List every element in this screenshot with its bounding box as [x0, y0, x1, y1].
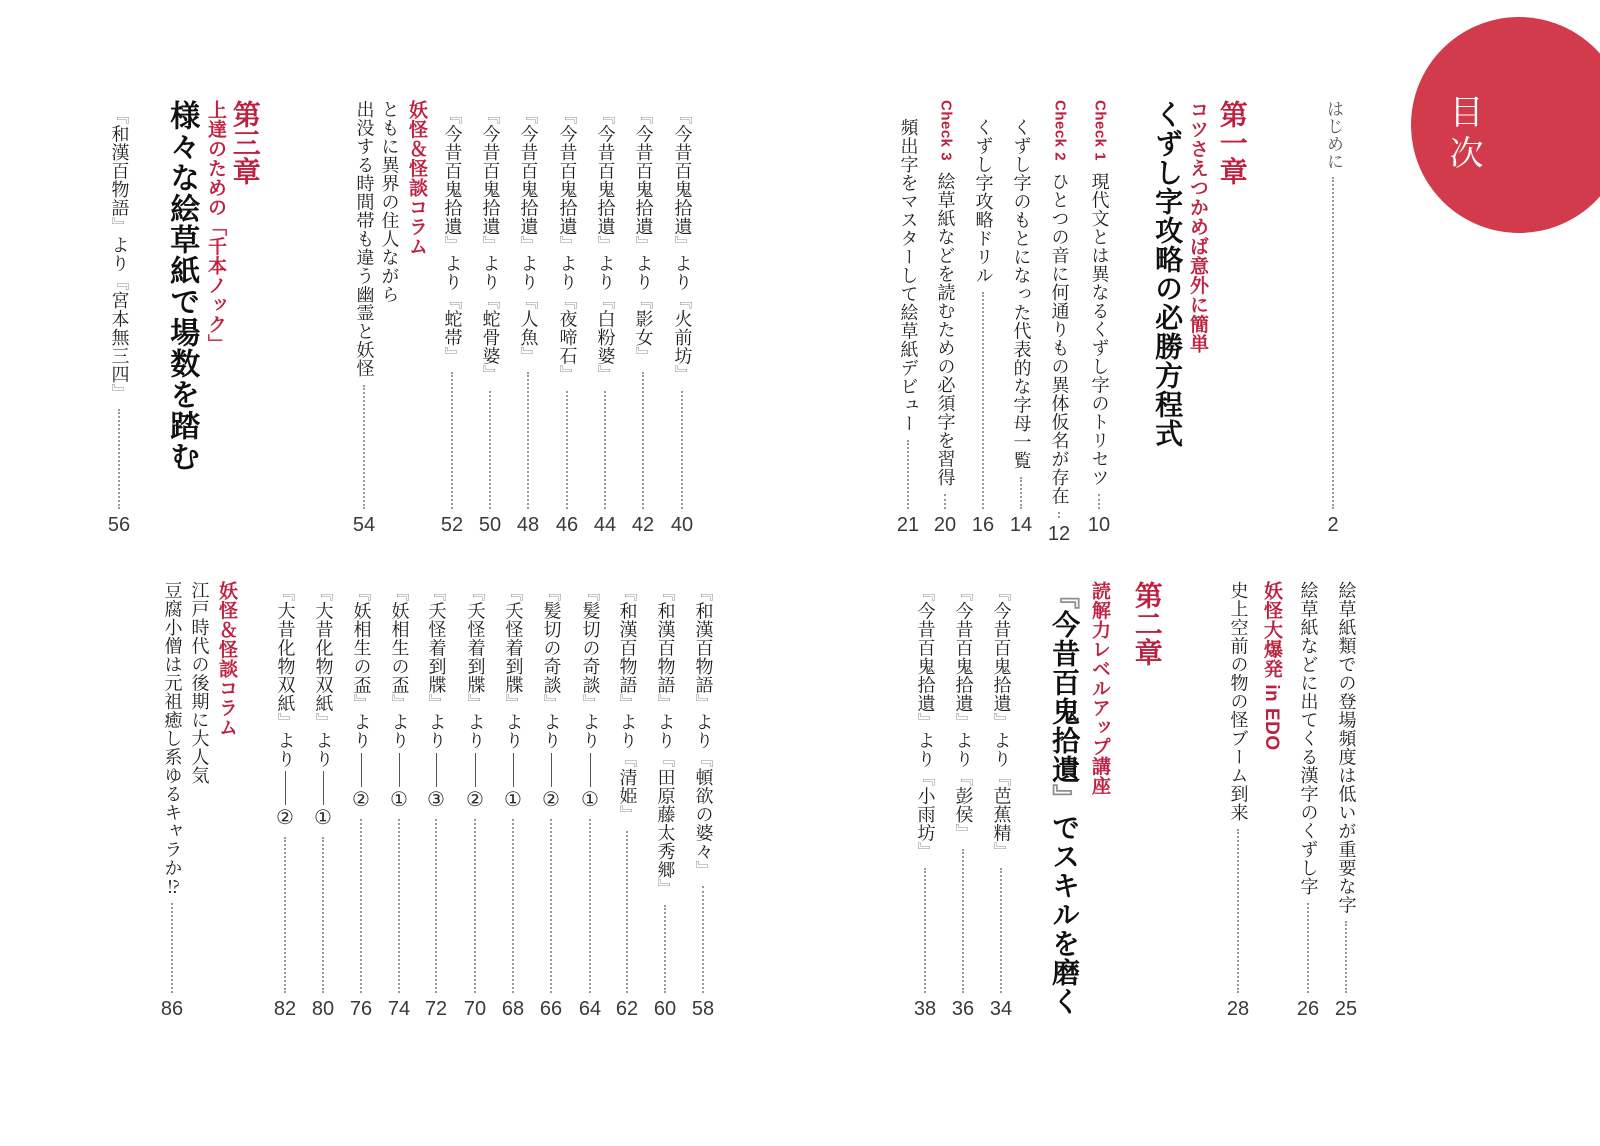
toc-entry-p48: [513, 106, 543, 537]
number-rule: [361, 753, 362, 787]
page-number: 46: [555, 514, 579, 536]
dotted-leader: [284, 837, 286, 993]
toc-entry-p38: [910, 583, 940, 1021]
toc-entry-p42: [628, 106, 658, 537]
toc-entry-p36: [948, 583, 978, 1021]
dotted-leader: [512, 819, 514, 994]
contents-badge-circle: [1411, 17, 1600, 233]
entry-title: 『妖相生の盃』より: [351, 583, 372, 750]
page-number: 44: [593, 514, 617, 536]
page-number: 68: [501, 998, 525, 1020]
entry-title: ひとつの音に何通りもの異体仮名が存在: [1049, 172, 1070, 506]
page-number: 48: [516, 514, 540, 536]
toc-entry-p60: [650, 583, 680, 1021]
toc-entry-check3: [930, 100, 960, 537]
chapter-title: くずし字攻略の必勝方程式: [1151, 100, 1183, 448]
entry-title: 『妖相生の盃』より: [389, 583, 410, 750]
circled-number: ②: [352, 788, 370, 811]
entry-title: 『和漢百物語』より『頓欲の婆々』: [693, 583, 714, 879]
number-rule: [323, 771, 324, 805]
dotted-leader: [1098, 494, 1100, 509]
toc-entry-p70: [460, 583, 490, 1021]
dotted-leader: [1237, 829, 1239, 994]
dotted-leader: [322, 837, 324, 993]
toc-entry-intro: [1318, 100, 1348, 537]
chapter-title: 『今昔百鬼拾遺』でスキルを磨く: [1048, 581, 1080, 1016]
dotted-leader: [1058, 512, 1060, 518]
page-number: 82: [273, 998, 297, 1020]
dotted-leader: [702, 886, 704, 993]
page-number: 52: [440, 514, 464, 536]
page-number: 34: [989, 998, 1013, 1020]
dotted-leader: [924, 868, 926, 994]
column1-line2: [349, 100, 379, 537]
check-label: Check 2: [1051, 100, 1069, 162]
entry-title: 頻出字をマスターして絵草紙デビュー: [898, 118, 919, 433]
page-number: 60: [653, 998, 677, 1020]
toc-entry-p46: [552, 106, 582, 537]
column-subtitle: ともに異界の住人ながら: [379, 100, 400, 304]
page-number: 2: [1327, 514, 1339, 536]
dotted-leader: [642, 372, 644, 509]
column1-header: [403, 100, 429, 256]
page-number: 80: [311, 998, 335, 1020]
dotted-leader: [527, 372, 529, 509]
page-number: 56: [107, 514, 131, 536]
dotted-leader: [474, 819, 476, 994]
dotted-leader: [550, 819, 552, 994]
chapter-number: 第一章: [1216, 100, 1248, 186]
entry-title: 『今昔百鬼拾遺』より『蛇帯』: [442, 106, 463, 365]
toc-entry-p34: [986, 583, 1016, 1021]
column-subtitle: 豆腐小僧は元祖癒し系ゆるキャラか⁉: [162, 581, 183, 896]
circled-number: ①: [581, 788, 599, 811]
entry-title: 絵草紙などに出てくる漢字のくずし字: [1298, 581, 1319, 896]
toc-entry-p26: [1293, 581, 1323, 1021]
chapter3-tagline: [203, 100, 227, 354]
check-label: Check 3: [937, 100, 955, 162]
dotted-leader: [907, 440, 909, 510]
column-edo-line: [1223, 581, 1253, 1021]
entry-title: 『今昔百鬼拾遺』より『人魚』: [518, 106, 539, 365]
toc-entry-p25: [1331, 581, 1361, 1021]
number-rule: [590, 753, 591, 787]
entry-title: 『夭怪着到牒』より: [503, 583, 524, 750]
dotted-leader: [681, 391, 683, 510]
dotted-leader: [944, 494, 946, 509]
dotted-leader: [489, 391, 491, 510]
page-number: 62: [615, 998, 639, 1020]
number-rule: [399, 753, 400, 787]
column-title: 妖怪＆怪談コラム: [405, 100, 427, 256]
dotted-leader: [1332, 177, 1334, 509]
entry-title: 『和漢百物語』より『宮本無三四』: [109, 106, 130, 402]
toc-entry-p40: [667, 106, 697, 537]
toc-entry-p76: [346, 583, 376, 1021]
number-rule: [285, 771, 286, 805]
check-label: Check 1: [1091, 100, 1109, 162]
toc-entry-check2: [1044, 100, 1074, 546]
circled-number: ①: [390, 788, 408, 811]
page-number: 50: [478, 514, 502, 536]
chapter3-label: [227, 100, 263, 186]
dotted-leader: [363, 385, 365, 510]
entry-title: 『今昔百鬼拾遺』より『蛇骨婆』: [480, 106, 501, 384]
toc-entry-p80: [308, 583, 338, 1021]
column-subtitle: 出没する時間帯も違う幽霊と妖怪: [354, 100, 375, 378]
chapter-title: 様々な絵草紙で場数を踏む: [165, 100, 199, 472]
page-number: 12: [1047, 523, 1071, 546]
entry-title: 『今昔百鬼拾遺』より『影女』: [633, 106, 654, 365]
page-number: 74: [387, 998, 411, 1020]
column-title: 妖怪大爆発 in EDO: [1260, 581, 1282, 751]
page-number: 14: [1009, 514, 1033, 536]
entry-title: 『夭怪着到牒』より: [465, 583, 486, 750]
column-subtitle: 江戸時代の後期に大人気: [189, 581, 210, 785]
column2-line2: [157, 581, 187, 1021]
entry-title: 『今昔百鬼拾遺』より『火前坊』: [672, 106, 693, 384]
toc-entry-jibo: [1006, 118, 1036, 537]
entry-title: くずし字攻略ドリル: [973, 118, 994, 285]
entry-title: 『今昔百鬼拾遺』より『夜啼石』: [557, 106, 578, 384]
dotted-leader: [451, 372, 453, 509]
chapter1-tagline: [1185, 100, 1209, 354]
dotted-leader: [626, 831, 628, 994]
page-number: 66: [539, 998, 563, 1020]
dotted-leader: [1307, 903, 1309, 994]
toc-entry-p52: [437, 106, 467, 537]
toc-entry-p66: [536, 583, 566, 1021]
page-number: 16: [971, 514, 995, 536]
toc-entry-p50: [475, 106, 505, 537]
entry-title: 『今昔百鬼拾遺』より『彭侯』: [953, 583, 974, 842]
entry-title: 『和漢百物語』より『田原藤太秀郷』: [655, 583, 676, 898]
entry-title: くずし字のもとになった代表的な字母一覧: [1011, 118, 1032, 470]
page-number: 20: [933, 514, 957, 536]
entry-title: 現代文とは異なるくずし字のトリセツ: [1089, 172, 1110, 487]
dotted-leader: [962, 849, 964, 993]
dotted-leader: [1345, 921, 1347, 993]
entry-title: 絵草紙類での登場頻度は低いが重要な字: [1336, 581, 1357, 914]
page-number: 40: [670, 514, 694, 536]
chapter-tagline: 読解力レベルアップ講座: [1088, 581, 1110, 796]
page-number: 58: [691, 998, 715, 1020]
entry-title: 『今昔百鬼拾遺』より『小雨坊』: [915, 583, 936, 861]
page-number: 72: [424, 998, 448, 1020]
dotted-leader: [398, 819, 400, 994]
dotted-leader: [604, 391, 606, 510]
page-number: 54: [352, 514, 376, 536]
toc-entry-p74: [384, 583, 414, 1021]
chapter3-title: [162, 100, 200, 472]
toc-entry-hinshutsu: [893, 118, 923, 537]
toc-entry-p72: [421, 583, 451, 1021]
column1-line1: [377, 100, 401, 304]
dotted-leader: [982, 292, 984, 510]
page-number: 86: [160, 998, 184, 1020]
dotted-leader: [566, 391, 568, 510]
dotted-leader: [1000, 868, 1002, 994]
toc-entry-p62: [612, 583, 642, 1021]
chapter1-label: [1214, 100, 1250, 186]
dotted-leader: [171, 903, 173, 994]
page-number: 21: [896, 514, 920, 536]
chapter2-label: [1129, 581, 1165, 667]
page-number: 42: [631, 514, 655, 536]
chapter-tagline: 上達のための「千本ノック」: [204, 100, 226, 354]
dotted-leader: [435, 819, 437, 994]
column2-line1: [187, 581, 211, 785]
column-title: 妖怪＆怪談コラム: [215, 581, 237, 737]
entry-title: はじめに: [1324, 100, 1343, 170]
dotted-leader: [589, 819, 591, 994]
page-number: 25: [1334, 998, 1358, 1020]
circled-number: ①: [504, 788, 522, 811]
entry-title: 絵草紙などを読むための必須字を習得: [935, 172, 956, 487]
page-number: 10: [1087, 514, 1111, 536]
circled-number: ②: [466, 788, 484, 811]
entry-title: 『今昔百鬼拾遺』より『芭蕉精』: [991, 583, 1012, 861]
column-subtitle: 史上空前の物の怪ブーム到来: [1228, 581, 1249, 822]
dotted-leader: [360, 819, 362, 994]
circled-number: ②: [542, 788, 560, 811]
number-rule: [475, 753, 476, 787]
toc-entry-p82: [270, 583, 300, 1021]
chapter2-title: [1043, 581, 1083, 1016]
dotted-leader: [664, 905, 666, 994]
circled-number: ①: [314, 807, 332, 829]
chapter-tagline: コツさえつかめば意外に簡単: [1186, 100, 1208, 354]
page-number: 70: [463, 998, 487, 1020]
chapter-number: 第二章: [1131, 581, 1163, 667]
page-number: 28: [1226, 998, 1250, 1020]
column2-header: [213, 581, 239, 737]
toc-entry-p56: [104, 106, 134, 537]
circled-number: ②: [276, 807, 294, 829]
column-edo-header: [1258, 581, 1284, 751]
entry-title: 『和漢百物語』より『清姫』: [617, 583, 638, 824]
toc-entry-check1: [1084, 100, 1114, 537]
chapter-number: 第三章: [229, 100, 261, 186]
page-number: 64: [578, 998, 602, 1020]
contents-badge-title: 目次: [1444, 94, 1482, 176]
toc-entry-drill: [968, 118, 998, 537]
entry-title: 『今昔百鬼拾遺』より『白粉婆』: [595, 106, 616, 384]
circled-number: ③: [427, 788, 445, 811]
toc-entry-p64: [575, 583, 605, 1021]
chapter1-title: [1146, 100, 1186, 448]
entry-title: 『夭怪着到牒』より: [426, 583, 447, 750]
dotted-leader: [1020, 477, 1022, 510]
page-number: 26: [1296, 998, 1320, 1020]
number-rule: [513, 753, 514, 787]
entry-title: 『髪切の奇談』より: [541, 583, 562, 750]
toc-entry-p44: [590, 106, 620, 537]
chapter2-tagline: [1087, 581, 1111, 796]
page-number: 38: [913, 998, 937, 1020]
toc-entry-p58: [688, 583, 718, 1021]
page-number: 76: [349, 998, 373, 1020]
number-rule: [436, 753, 437, 787]
entry-title: 『大昔化物双紙』より: [313, 583, 334, 768]
page-number: 36: [951, 998, 975, 1020]
dotted-leader: [118, 409, 120, 509]
entry-title: 『大昔化物双紙』より: [275, 583, 296, 768]
entry-title: 『髪切の奇談』より: [580, 583, 601, 750]
number-rule: [551, 753, 552, 787]
toc-entry-p68: [498, 583, 528, 1021]
